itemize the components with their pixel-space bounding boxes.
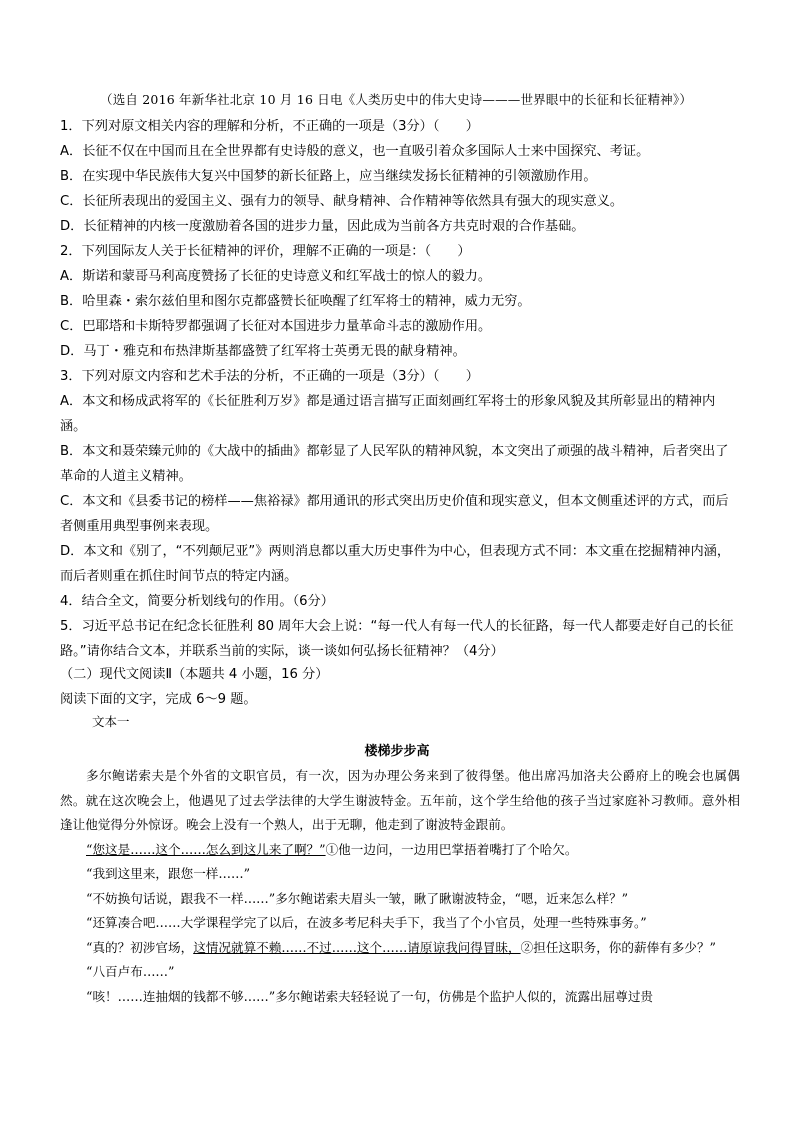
question-1-option-d: D．长征精神的内核一度激励着各国的进步力量，因此成为当前各方共克时艰的合作基础。 <box>60 219 585 234</box>
story-paragraph-6-start: “真的？初涉官场， <box>86 939 194 955</box>
question-3-option-c: C．本文和《县委书记的榜样——焦裕禄》都用通讯的形式突出历史价值和现实意义，但本文侧重述评的方式，而后者侧重用典型事例来表现。 <box>60 494 729 534</box>
section-instruction: 阅读下面的文字，完成 6～9 题。 <box>60 692 257 707</box>
question-5-stem: 5．习近平总书记在纪念长征胜利 80 周年大会上说：“每一代人有每一代人的长征路，每一代人都要走好自己的长征路。”请你结合文本，并联系当前的实际，谈一谈如何弘扬长征精神？（4分） <box>60 619 734 659</box>
story-paragraph-5: “还算凑合吧……大学课程学完了以后，在波多考尼科夫手下，我当了个小官员，处理一些特殊事务。” <box>86 915 647 930</box>
section-heading-block <box>60 662 740 712</box>
story-paragraph-4: “不妨换句话说，跟我不一样……”多尔鲍诺索夫眉头一皱，瞅了瞅谢波特金，“嗯，近来怎么样？” <box>86 890 629 906</box>
question-2-option-d: D．马丁・雅克和布热津斯基都盛赞了红军将士英勇无畏的献身精神。 <box>60 344 466 359</box>
story-paragraph-7: “八百卢布……” <box>86 964 175 979</box>
story-paragraph-8: “咳！……连抽烟的钱都不够……”多尔鲍诺索夫轻轻说了一句，仿佛是个监护人似的，流露出屈尊过贵 <box>86 988 654 1004</box>
question-1-option-c: C．长征所表现出的爱国主义、强有力的领导、献身精神、合作精神等依然具有强大的现实意义。 <box>60 194 624 209</box>
question-4-stem: 4．结合全文，简要分析划线句的作用。（6分） <box>60 594 334 609</box>
story-paragraph-6-end: ②担任这职务，你的薪俸有多少？” <box>520 939 716 955</box>
underlined-sentence-1: “您这是……这个……怎么到这儿来了啊？” <box>86 841 326 857</box>
story-paragraph-2-rest: ①他一边问，一边用巴掌捂着嘴打了个哈欠。 <box>325 841 578 857</box>
question-2-option-a: A．斯诺和蒙哥马利高度赞扬了长征的史诗意义和红军战士的惊人的毅力。 <box>60 269 492 284</box>
story-paragraph-1: 多尔鲍诺索夫是个外省的文职官员，有一次，因为办理公务来到了彼得堡。他出席冯加洛夫公爵府上的晚会也属偶然。就在这次晚会上，他遇见了过去学法律的大学生谢波特金。五年前，这个学生给他的孩子当过家庭补习教师。意外相逢让他觉得分外惊讶。晚会上没有一个熟人，出于无聊，他走到了谢波特金跟前。 <box>60 768 740 832</box>
question-2-option-b: B．哈里森・索尔兹伯里和图尔克都盛赞长征唤醒了红军将士的精神，威力无穷。 <box>60 294 531 309</box>
underlined-sentence-2: 这情况就算不赖……不过……这个……请原谅我问得冒昧， <box>193 939 521 955</box>
question-3-option-d: D．本文和《别了，“不列颠尼亚”》两则消息都以重大历史事件为中心，但表现方式不同：本文重在挖掘精神内涵，而后者则重在抓住时间节点的特定内涵。 <box>60 544 731 584</box>
section-heading: （二）现代文阅读Ⅱ（本题共 4 小题，16 分） <box>60 667 329 682</box>
question-2-stem: 2．下列国际友人关于长征精神的评价，理解不正确的一项是：（ ） <box>60 244 471 259</box>
question-3-option-b: B．本文和聂荣臻元帅的《大战中的插曲》都彰显了人民军队的精神风貌，本文突出了顽强的战斗精神，后者突出了革命的人道主义精神。 <box>60 444 729 484</box>
question-1-option-b: B．在实现中华民族伟大复兴中国梦的新长征路上，应当继续发扬长征精神的引领激励作用。 <box>60 169 597 184</box>
question-2-option-c: C．巴耶塔和卡斯特罗都强调了长征对本国进步力量革命斗志的激励作用。 <box>60 319 492 334</box>
source-citation: （选自 2016 年新华社北京 10 月 16 日电《人类历史中的伟大史诗———世界眼中的长征和长征精神》） <box>100 92 693 107</box>
story-body <box>60 764 740 1009</box>
question-3-stem: 3．下列对原文内容和艺术手法的分析，不正确的一项是（3分）（ ） <box>60 369 479 384</box>
story-paragraph-2 <box>60 838 740 863</box>
story-title: 楼梯步步高 <box>364 744 430 759</box>
question-3-option-a: A．本文和杨成武将军的《长征胜利万岁》都是通过语言描写正面刻画红军将士的形象风貌及其所彰显出的精神内涵。 <box>60 394 716 434</box>
story-paragraph-6 <box>60 936 740 961</box>
story-paragraph-3: “我到这里来，跟您一样……” <box>86 866 251 881</box>
text-label: 文本一 <box>92 714 130 729</box>
questions-block <box>0 114 738 664</box>
question-1-stem: 1．下列对原文相关内容的理解和分析，不正确的一项是（3分）（ ） <box>60 119 479 134</box>
question-1-option-a: A．长征不仅在中国而且在全世界都有史诗般的意义，也一直吸引着众多国际人士来中国探究、考证。 <box>60 144 650 159</box>
